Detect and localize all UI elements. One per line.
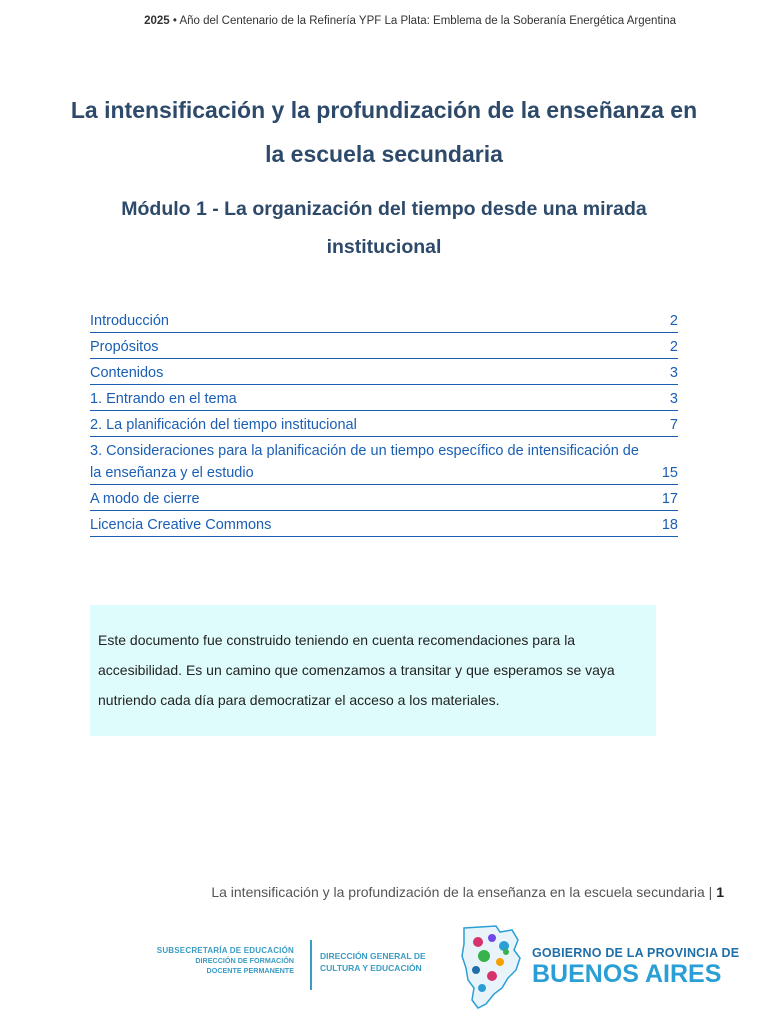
notice-text: Este documento fue construido teniendo en cuenta recomendaciones para la accesibilidad. Es un camino que comenzamos a transitar y que esperamos se vaya nutriendo cada día para democratizar el acceso a los materiales. [98,632,615,708]
province-map-icon [456,922,526,1012]
document-title: La intensificación y la profundización de la enseñanza en la escuela secundaria [70,97,698,167]
footer-logos [150,922,740,1012]
direccion-formacion-line2: DOCENTE PERMANENTE [206,966,294,975]
toc-page-number: 3 [669,365,678,381]
toc-entry-consideraciones[interactable] [90,440,678,485]
logo-divider [310,940,312,990]
toc-label: 1. Entrando en el tema [90,391,237,407]
toc-entry-planificacion-tiempo[interactable] [90,414,678,437]
page-header [144,15,676,27]
toc-entry-contenidos[interactable] [90,362,678,385]
toc-page-number: 15 [661,465,678,481]
toc-label: 3. Consideraciones para la planificación de un tiempo específico de intensificación de la enseñanza y el estudio [90,443,639,481]
module-subtitle: Módulo 1 - La organización del tiempo desde una mirada institucional [121,198,647,258]
buenos-aires-label: BUENOS AIRES [532,960,722,988]
toc-entry-licencia[interactable] [90,514,678,537]
accessibility-notice [90,605,656,736]
page-footer [211,884,724,900]
subsecretaria-label: SUBSECRETARÍA DE EDUCACIÓN [156,946,294,955]
toc-entry-entrando-en-el-tema[interactable] [90,388,678,411]
gobierno-label: GOBIERNO DE LA PROVINCIA DE [532,946,740,960]
page-number: 1 [716,884,724,900]
toc-label: Licencia Creative Commons [90,517,272,533]
subsecretaria-logo [150,946,294,976]
header-year: 2025 [144,15,170,27]
toc-page-number: 2 [669,313,678,329]
dgce-line2: CULTURA Y EDUCACIÓN [320,963,422,973]
toc-entry-a-modo-de-cierre[interactable] [90,488,678,511]
toc-page-number: 2 [669,339,678,355]
toc-label: A modo de cierre [90,491,200,507]
footer-running-title: La intensificación y la profundización de la enseñanza en la escuela secundaria [211,884,705,900]
dgce-line1: DIRECCIÓN GENERAL DE [320,951,426,961]
toc-entry-introduccion[interactable] [90,310,678,333]
toc-label: Propósitos [90,339,159,355]
toc-label: 2. La planificación del tiempo institucional [90,417,357,433]
toc-label: Introducción [90,313,169,329]
footer-separator: | [708,884,713,900]
toc-page-number: 3 [669,391,678,407]
table-of-contents [90,310,678,540]
toc-page-number: 17 [661,491,678,507]
toc-entry-propositos[interactable] [90,336,678,359]
header-bullet: • [172,15,177,27]
direccion-formacion-line1: DIRECCIÓN DE FORMACIÓN [195,956,294,965]
toc-label: Contenidos [90,365,164,381]
dgce-logo [320,950,440,974]
toc-page-number: 18 [661,517,678,533]
toc-page-number: 7 [669,417,678,433]
header-text: Año del Centenario de la Refinería YPF La Plata: Emblema de la Soberanía Energética Argentina [179,15,676,27]
gobierno-logo [532,946,739,988]
